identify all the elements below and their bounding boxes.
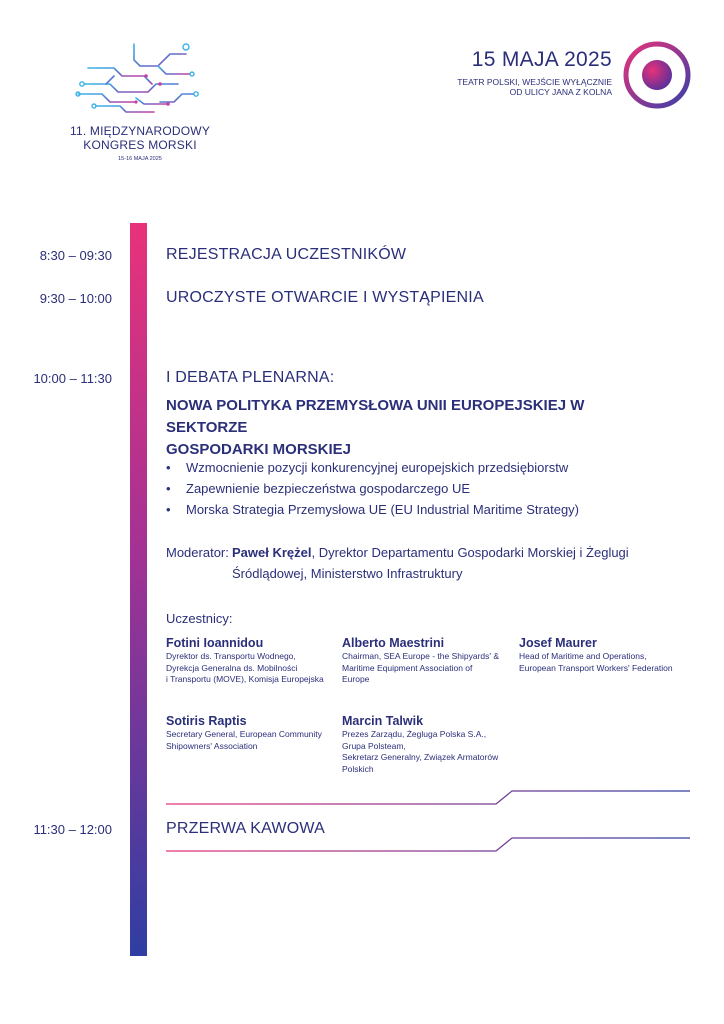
bullet-icon: • xyxy=(166,502,171,517)
logo-title-line: KONGRES MORSKI xyxy=(83,138,197,152)
location-line: TEATR POLSKI, WEJŚCIE WYŁĄCZNIE xyxy=(457,77,612,87)
role-line: Head of Maritime and Operations, xyxy=(519,651,647,661)
participant-role xyxy=(342,651,514,686)
moderator xyxy=(166,542,686,584)
role-line: Dyrekcja Generalna ds. Mobilności xyxy=(166,662,298,673)
role-line: Secretary General, European Community xyxy=(166,729,322,739)
participant-role xyxy=(166,651,338,686)
role-line: European Transport Workers' Federation xyxy=(519,662,673,673)
list-item xyxy=(166,457,579,478)
participant-name: Marcin Talwik xyxy=(342,714,424,728)
circuit-logo-icon xyxy=(74,40,204,122)
timeline-bar xyxy=(130,223,147,956)
debate-time: 10:00 – 11:30 xyxy=(33,371,112,386)
moderator-role: , Dyrektor Departamentu Gospodarki Morskiej i Żeglugi Śródlądowej, Ministerstwo Infrastruktury xyxy=(232,545,629,581)
role-line: Prezes Zarządu, Żegluga Polska S.A., xyxy=(342,729,487,739)
coffee-time: 11:30 – 12:00 xyxy=(33,822,112,837)
logo-title xyxy=(60,124,220,152)
role-line: Dyrektor ds. Transportu Wodnego, xyxy=(166,651,296,661)
debate-title-line: GOSPODARKI MORSKIEJ xyxy=(166,441,352,458)
list-item xyxy=(166,499,579,520)
role-line: Sekretarz Generalny, Związek Armatorów xyxy=(342,752,499,762)
target-icon xyxy=(622,40,692,110)
participant-card xyxy=(519,635,709,674)
coffee-title: PRZERWA KAWOWA xyxy=(166,820,325,837)
role-line: Shipowners' Association xyxy=(166,740,258,751)
topic-text: Zapewnienie bezpieczeństwa gospodarczego UE xyxy=(186,481,471,496)
section-divider xyxy=(166,836,690,856)
topic-text: Wzmocnienie pozycji konkurencyjnej europejskich przedsiębiorstw xyxy=(186,460,569,475)
participant-card xyxy=(166,635,338,686)
debate-topics-list xyxy=(166,457,579,520)
logo-dates: 15-16 MAJA 2025 xyxy=(118,156,162,162)
participant-card xyxy=(342,713,514,775)
role-line: Polskich xyxy=(342,763,374,774)
opening-time: 9:30 – 10:00 xyxy=(39,291,112,306)
participant-name: Fotini Ioannidou xyxy=(166,636,264,650)
debate-label: I DEBATA PLENARNA: xyxy=(166,369,335,386)
bullet-icon: • xyxy=(166,481,171,496)
opening-title: UROCZYSTE OTWARCIE I WYSTĄPIENIA xyxy=(166,289,484,306)
bullet-icon: • xyxy=(166,460,171,475)
moderator-details xyxy=(232,542,686,584)
role-line: Europe xyxy=(342,674,370,684)
registration-title: REJESTRACJA UCZESTNIKÓW xyxy=(166,246,407,263)
participant-name: Sotiris Raptis xyxy=(166,714,247,728)
list-item xyxy=(166,478,579,499)
topic-text: Morska Strategia Przemysłowa UE (EU Industrial Maritime Strategy) xyxy=(186,502,580,517)
event-location xyxy=(457,77,612,97)
section-divider xyxy=(166,789,690,809)
moderator-name: Paweł Krężel xyxy=(232,545,312,560)
location-line: OD ULICY JANA Z KOLNA xyxy=(509,87,612,97)
moderator-label: Moderator: xyxy=(166,545,229,560)
event-date: 15 MAJA 2025 xyxy=(471,48,612,71)
congress-logo xyxy=(60,40,220,170)
participant-card xyxy=(166,713,338,752)
participant-role xyxy=(166,729,338,752)
participant-name: Alberto Maestrini xyxy=(342,636,445,650)
role-line: Grupa Polsteam, xyxy=(342,740,406,751)
logo-title-line: 11. MIĘDZYNARODOWY xyxy=(69,124,211,138)
role-line: Maritime Equipment Association of xyxy=(342,662,473,673)
debate-title xyxy=(166,395,666,461)
participants-label: Uczestnicy: xyxy=(166,611,233,626)
role-line: Chairman, SEA Europe - the Shipyards' & xyxy=(342,651,500,661)
participant-name: Josef Maurer xyxy=(519,636,597,650)
participant-card xyxy=(342,635,514,686)
participant-role xyxy=(519,651,709,674)
event-info xyxy=(457,48,612,97)
participant-role xyxy=(342,729,514,775)
registration-time: 8:30 – 09:30 xyxy=(39,248,112,263)
role-line: i Transportu (MOVE), Komisja Europejska xyxy=(166,674,324,684)
debate-title-line: NOWA POLITYKA PRZEMYSŁOWA UNII EUROPEJSKIEJ W SEKTORZE xyxy=(166,397,585,436)
